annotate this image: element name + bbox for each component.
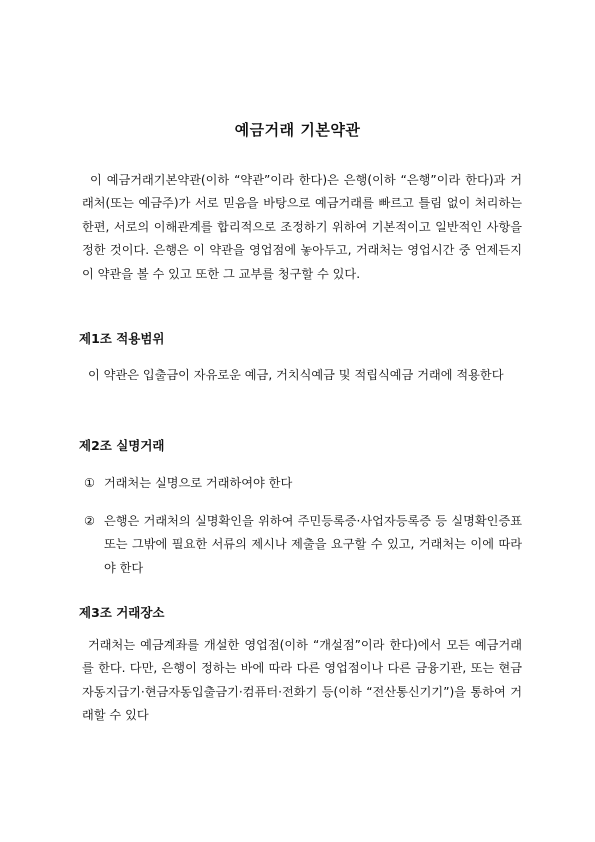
- article-3-heading: 제3조 거래장소: [79, 605, 165, 620]
- article-3-body: 거래처는 예금계좌를 개설한 영업점(이하 “개설점”이라 한다)에서 모든 예금거래를 한다. 다만, 은행이 정하는 바에 따라 다른 영업점이나 다른 금융기관, 또는 현금자동지급기·현금자동입출금기·컴퓨터·전화기 등(이하 “전산통신기기”)을 통하여 거래할 수 있다: [82, 638, 522, 723]
- article-2-heading: 제2조 실명거래: [79, 438, 165, 453]
- item-text: 은행은 거래처의 실명확인을 위하여 주민등록증·사업자등록증 등 실명확인증표 또는 그밖에 필요한 서류의 제시나 제출을 요구할 수 있고, 거래처는 이에 따라야 한다: [104, 514, 522, 575]
- article-2-item-2: [82, 510, 522, 580]
- article-1-heading: 제1조 적용범위: [79, 331, 165, 346]
- item-number: ①: [84, 476, 95, 490]
- intro-paragraph: 이 예금거래기본약관(이하 “약관”이라 한다)은 은행(이하 “은행”이라 한다)과 거래처(또는 예금주)가 서로 믿음을 바탕으로 예금거래를 빠르고 틀림 없이 처리하는 한편, 서로의 이해관계를 합리적으로 조정하기 위하여 기본적이고 일반적인 사항을 정한 것이다. 은행은 이 약관을 영업점에 놓아두고, 거래처는 영업시간 중 언제든지 이 약관을 볼 수 있고 또한 그 교부를 청구할 수 있다.: [82, 173, 522, 281]
- document-title: 예금거래 기본약관: [234, 121, 361, 139]
- article-2-item-1: [82, 472, 522, 495]
- item-text: 거래처는 실명으로 거래하여야 한다: [104, 476, 293, 490]
- article-1-body: 이 약관은 입출금이 자유로운 예금, 거치식예금 및 적립식예금 거래에 적용한다: [88, 368, 504, 382]
- item-number: ②: [84, 514, 95, 528]
